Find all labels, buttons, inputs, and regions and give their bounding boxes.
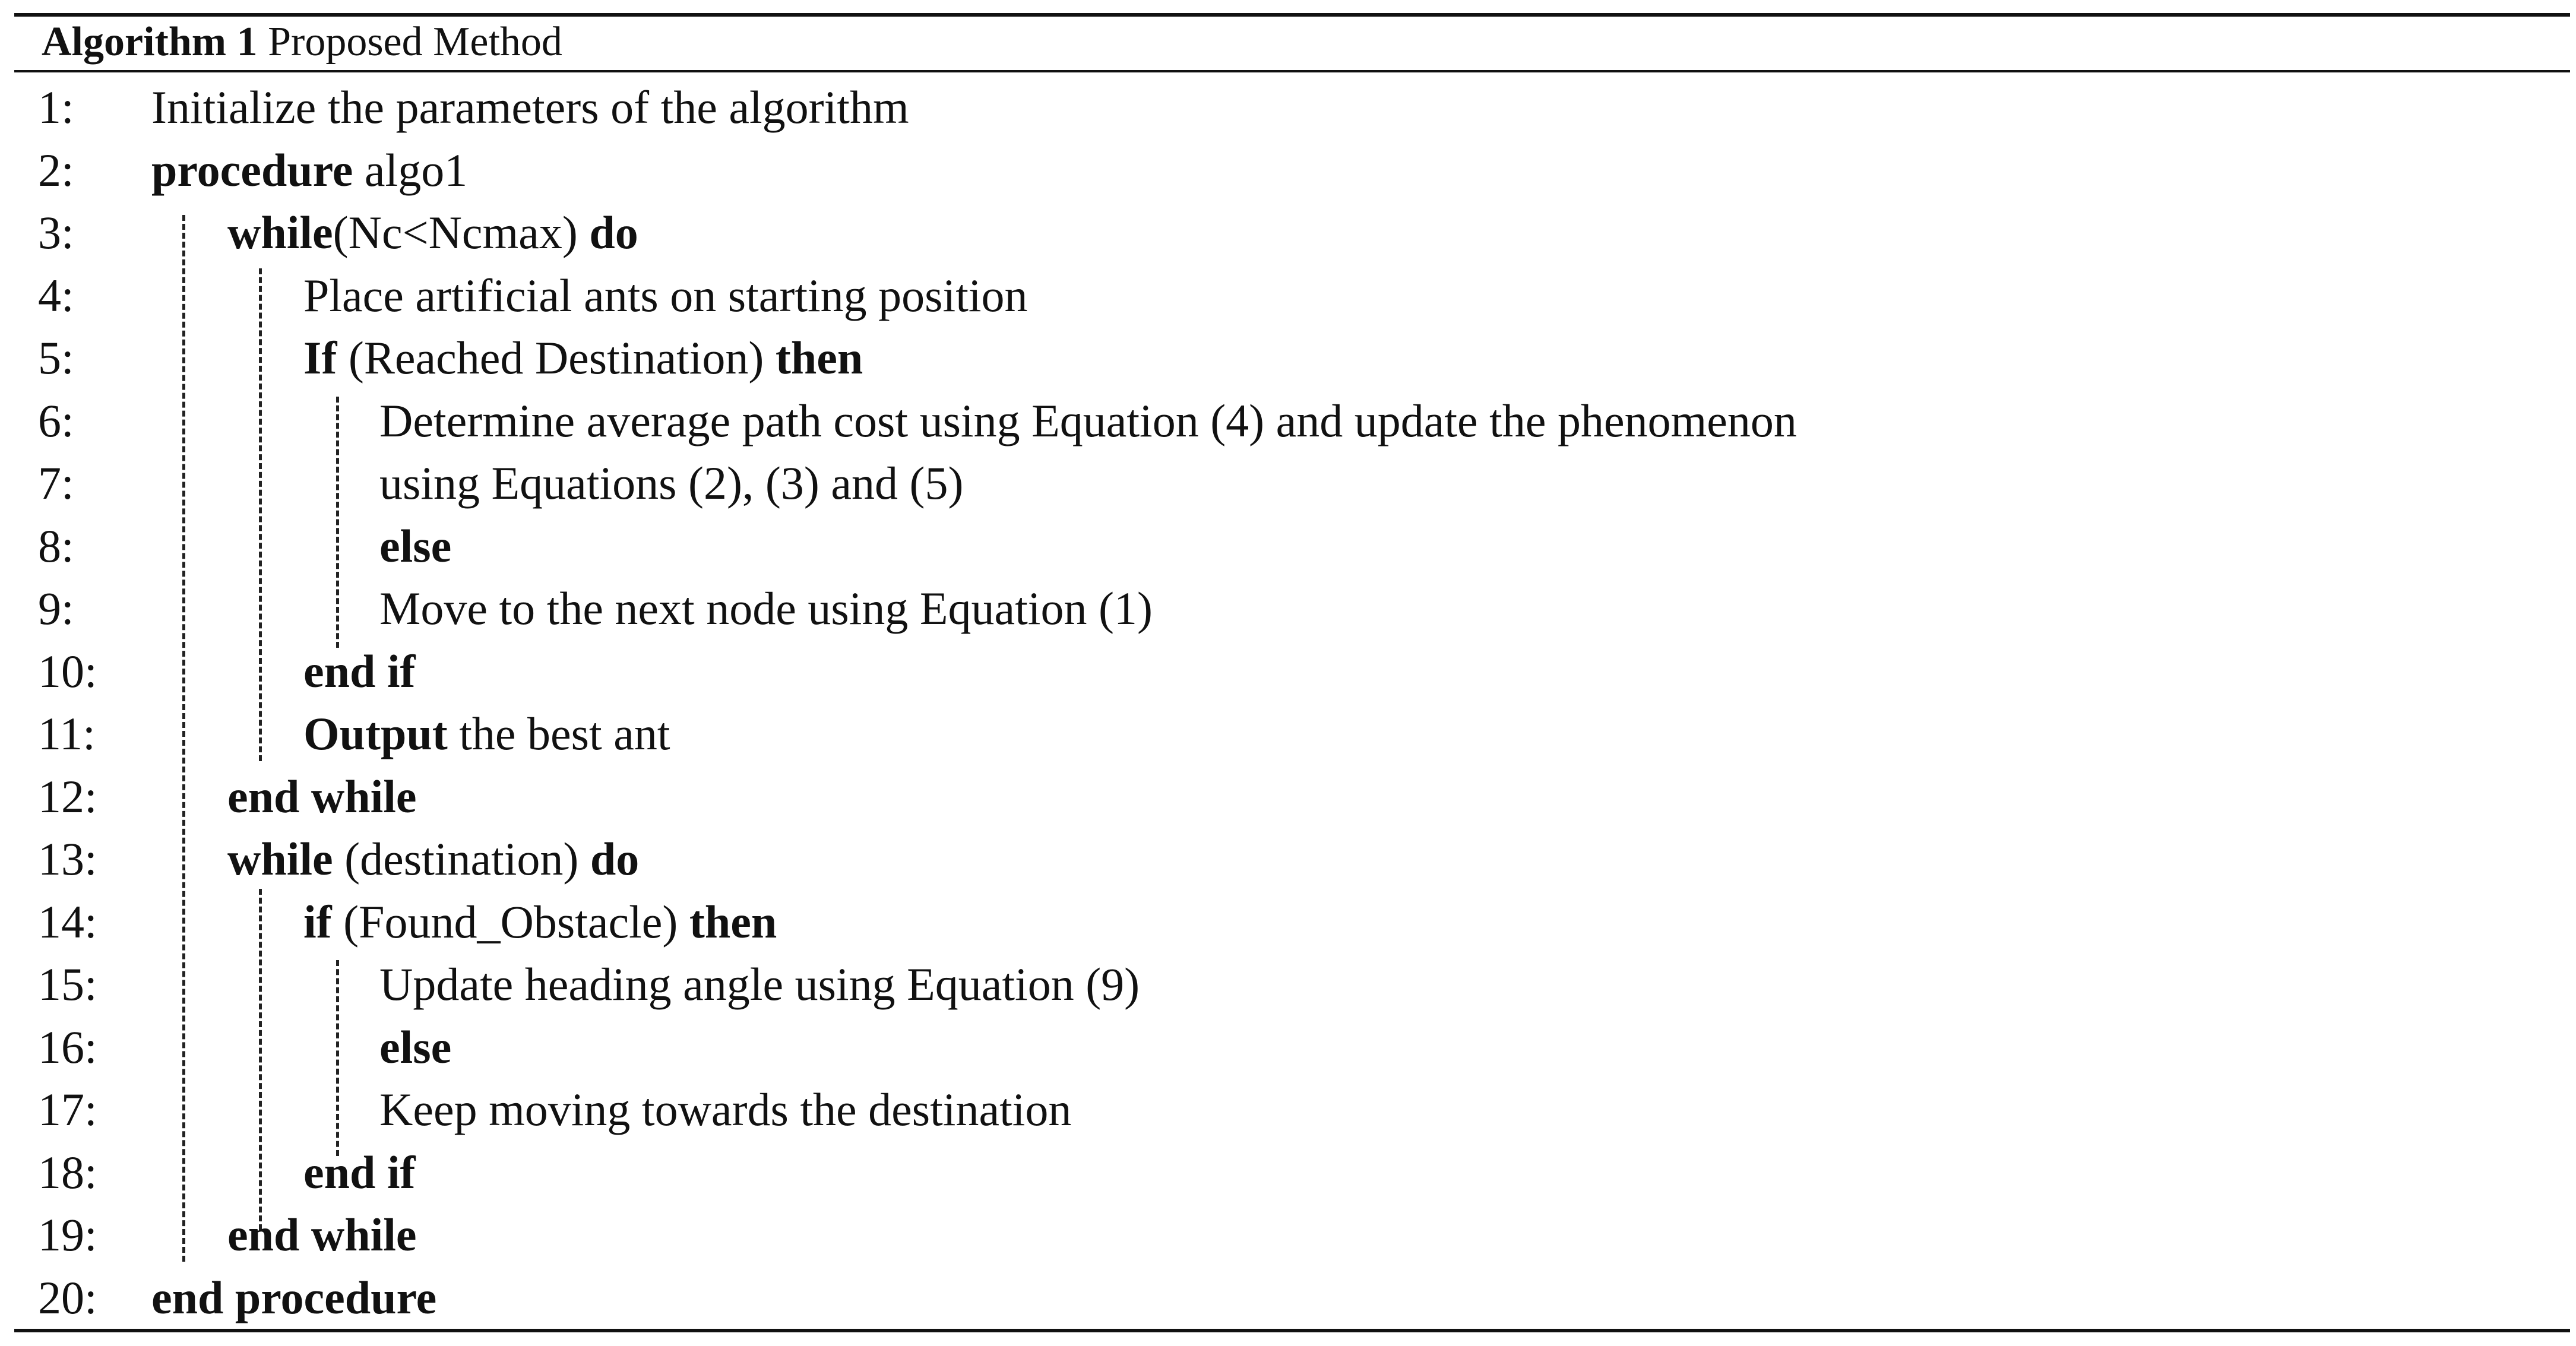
line-text: algo1 xyxy=(353,144,468,196)
line-content xyxy=(303,327,863,389)
line-text: Determine average path cost using Equation (4) and update the phenomenon xyxy=(379,394,1797,446)
line-text: (Found_Obstacle) xyxy=(331,895,689,948)
line-number: 18: xyxy=(38,1146,97,1198)
header-rule xyxy=(14,70,2570,72)
line-text: using Equations (2), (3) and (5) xyxy=(379,457,964,509)
line-number: 19: xyxy=(38,1209,97,1261)
keyword: do xyxy=(589,207,638,258)
algorithm-line xyxy=(0,953,2576,1015)
keyword: end if xyxy=(303,1146,416,1198)
keyword: end procedure xyxy=(151,1271,437,1323)
line-text: Move to the next node using Equation (1) xyxy=(379,582,1153,634)
line-number: 11: xyxy=(38,708,96,759)
top-rule xyxy=(14,13,2570,17)
keyword: end while xyxy=(227,770,417,822)
bottom-rule xyxy=(14,1329,2570,1332)
algorithm-title: Proposed Method xyxy=(268,19,562,65)
algorithm-line xyxy=(0,264,2576,327)
line-content xyxy=(151,1266,436,1329)
line-number: 9: xyxy=(38,582,74,634)
line-content xyxy=(303,264,1028,327)
algorithm-header xyxy=(42,18,562,66)
line-number: 15: xyxy=(38,958,97,1010)
line-content xyxy=(303,1141,416,1204)
line-content xyxy=(379,389,1797,452)
line-number: 5: xyxy=(38,332,74,384)
line-number: 10: xyxy=(38,645,97,697)
keyword: end if xyxy=(303,645,416,697)
line-text: (Reached Destination) xyxy=(337,332,776,384)
line-content xyxy=(379,577,1153,639)
line-content xyxy=(227,765,417,828)
algorithm-line xyxy=(0,1078,2576,1141)
keyword: do xyxy=(590,833,640,885)
line-number: 2: xyxy=(38,144,74,196)
line-number: 16: xyxy=(38,1021,97,1073)
line-content xyxy=(379,1016,451,1078)
keyword: procedure xyxy=(151,144,353,196)
algorithm-line xyxy=(0,139,2576,201)
algorithm-line xyxy=(0,1016,2576,1078)
line-content xyxy=(151,139,467,201)
keyword: then xyxy=(689,895,777,948)
line-text: Initialize the parameters of the algorithm xyxy=(151,81,909,133)
line-text: Place artificial ants on starting position xyxy=(303,269,1028,321)
algorithm-line xyxy=(0,577,2576,639)
line-number: 1: xyxy=(38,81,74,133)
keyword: end while xyxy=(227,1209,417,1261)
algorithm-line xyxy=(0,640,2576,702)
algorithm-line xyxy=(0,76,2576,138)
algorithm-line xyxy=(0,452,2576,514)
keyword: if xyxy=(303,895,332,948)
keyword: else xyxy=(379,1021,452,1073)
line-number: 14: xyxy=(38,895,97,948)
algorithm-line xyxy=(0,389,2576,452)
line-content xyxy=(151,76,909,138)
line-text: (Nc<Ncmax) xyxy=(333,207,590,258)
line-text: (destination) xyxy=(333,833,590,885)
line-number: 13: xyxy=(38,833,97,885)
line-content xyxy=(227,201,638,264)
line-content xyxy=(379,1078,1071,1141)
line-number: 17: xyxy=(38,1084,97,1135)
line-content xyxy=(303,702,670,765)
algorithm-line xyxy=(0,1204,2576,1266)
line-content xyxy=(379,452,963,514)
line-number: 4: xyxy=(38,269,74,321)
algorithm-line xyxy=(0,891,2576,953)
line-content xyxy=(303,891,777,953)
line-text: Keep moving towards the destination xyxy=(379,1084,1072,1135)
algorithm-line xyxy=(0,765,2576,828)
line-number: 7: xyxy=(38,457,74,509)
keyword: then xyxy=(775,332,863,384)
keyword: while xyxy=(227,207,333,258)
line-number: 3: xyxy=(38,207,74,258)
line-content xyxy=(379,953,1140,1015)
line-number: 8: xyxy=(38,520,74,572)
algorithm-line xyxy=(0,201,2576,264)
line-number: 6: xyxy=(38,394,74,446)
keyword: else xyxy=(379,520,452,572)
keyword: If xyxy=(303,332,337,384)
algorithm-line xyxy=(0,1141,2576,1204)
keyword: Output xyxy=(303,708,448,759)
line-content xyxy=(227,828,639,890)
algorithm-line xyxy=(0,1266,2576,1329)
algorithm-line xyxy=(0,702,2576,765)
algorithm-line xyxy=(0,828,2576,890)
algorithm-line xyxy=(0,327,2576,389)
line-text: Update heading angle using Equation (9) xyxy=(379,958,1140,1010)
line-number: 12: xyxy=(38,770,97,822)
keyword: while xyxy=(227,833,333,885)
line-text: the best ant xyxy=(447,708,670,759)
line-content xyxy=(303,640,416,702)
line-content xyxy=(227,1204,417,1266)
line-number: 20: xyxy=(38,1271,97,1323)
line-content xyxy=(379,515,451,577)
algorithm-line xyxy=(0,515,2576,577)
algorithm-label: Algorithm 1 xyxy=(42,19,258,65)
